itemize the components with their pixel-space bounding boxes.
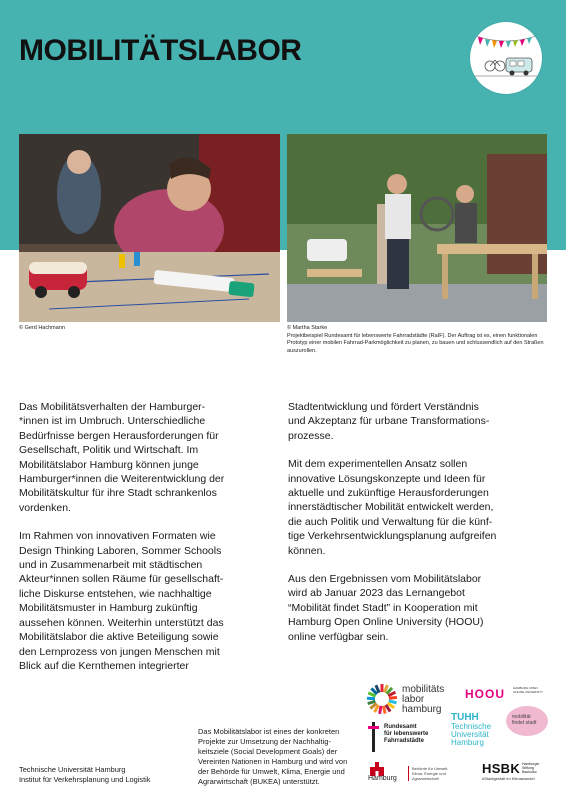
body-paragraph: Im Rahmen von innovativen Formaten wie Design Thinking Laboren, Sommer Schools und in Zusammenarbeit mit städtischen Akteur*innen sollen Räume für gesellschaft- liche Diskurse entstehen, wie nachhaltige Mobilitätsmuster in Hamburg zukünftig aussehen können. Weiterhin unterstützt das Mobilitätslabor die aktive Beteiligung sowie den Lernprozess von jungen Menschen mit Blick auf die Kernthemen integrierter [19, 530, 224, 672]
photo-caption-right [287, 325, 545, 355]
page-title: MOBILITÄTSLABOR [19, 34, 302, 67]
bunting-bus-icon [470, 22, 542, 94]
workshop-photo [19, 134, 280, 322]
photo-credit-right: © Martha Starke [287, 325, 328, 331]
hsbk-logo-text: HSBK [482, 761, 521, 776]
body-paragraph: Mit dem experimentellen Ansatz sollen innovative Lösungskonzepte und Ideen für aktuelle und zukünftige Herausforderungen innerstädtischer Mobilität entwickelt werden, die auch Politik und Verwaltung für die künf- tige Verkehrsentwicklungsplanung aufgreifen können. [288, 458, 497, 557]
bukea-logo-text: Behörde für Umwelt, Klima, Energie und Agrarwirtschaft [408, 766, 448, 781]
hamburg-castle-icon [368, 762, 386, 776]
photo-caption-text: Projektbeispiel Rundesamt für lebenswerte Fahrradstädte (RaIF). Der Auftrag ist es, einen funktionalen Prototyp einer mobilen Fahrrad-Parkmöglichkeit zu planen, zu bauen und schlussendlich auf den Straßen auszurollen. [287, 332, 544, 354]
mobilitaetslabor-logo-text: mobilitäts labor hamburg [402, 684, 445, 715]
hoou-logo-text: HOOU [465, 687, 505, 701]
hsbk-logo-footer: #Stadtgestalt im Klimawandel [482, 776, 535, 781]
tuhh-logo-short: TUHH [451, 712, 479, 723]
body-paragraph: Stadtentwicklung und fördert Verständnis und Akzeptanz für urbane Transformations- prozesse. [288, 401, 490, 442]
hoou-logo-subtext: HAMBURG OPEN ONLINE UNIVERSITY [513, 686, 544, 694]
mobilitaetslabor-logo [366, 683, 456, 717]
mobilitaet-findet-stadt-logo [506, 706, 548, 736]
rundesamt-logo [368, 722, 448, 756]
body-paragraph: Aus den Ergebnissen vom Mobilitätslabor wird ab Januar 2023 das Lernangebot “Mobilität findet Stadt” in Kooperation mit Hamburg Open Online University (HOOU) online verfügbar sein. [288, 573, 484, 643]
hoou-logo [465, 687, 505, 701]
rundesamt-mark-icon [368, 722, 380, 752]
hamburg-logo-text: Hamburg [368, 775, 397, 782]
body-column-right [288, 400, 546, 658]
mfs-logo-text: mobilität findet stadt [512, 714, 537, 726]
institution-footer: Technische Universität Hamburg Institut für Verkehrsplanung und Logistik [19, 765, 151, 784]
tuhh-logo [451, 712, 511, 747]
body-paragraph: Das Mobilitätsverhalten der Hamburger- *innen ist im Umbruch. Unterschiedliche Bedürfnisse bergen Herausforderungen für Gesellschaft, Politik und Wirtschaft. Im Mobilitätslabor Hamburg können junge Hamburger*innen die Weiterentwicklung der Mobilitätskultur für ihre Stadt schrankenlos vordenken. [19, 401, 225, 514]
tuhh-logo-long: Technische Universität Hamburg [451, 722, 492, 747]
sdg-note: Das Mobilitätslabor ist eines der konkreten Projekte zur Umsetzung der Nachhaltig- keitsziele (Social Development Goals) der Vereinten Nationen in Hamburg und wird von der Behörde für Umwelt, Klima, Energie und Agrarwirtschaft (BUKEA) unterstützt. [198, 727, 348, 786]
rundesamt-logo-text: Rundesamt für lebenswerte Fahrradstädte [384, 724, 429, 744]
hsbk-logo-subtext: Hamburger Stiftung Baukultur [522, 762, 540, 774]
sdg-wheel-icon [366, 683, 398, 715]
construction-photo [287, 134, 547, 322]
photo-credit-left: © Gerd Hachmann [19, 325, 65, 331]
hsbk-logo [482, 761, 552, 781]
body-column-left [19, 400, 277, 687]
mobilitaetslabor-badge [470, 22, 542, 94]
